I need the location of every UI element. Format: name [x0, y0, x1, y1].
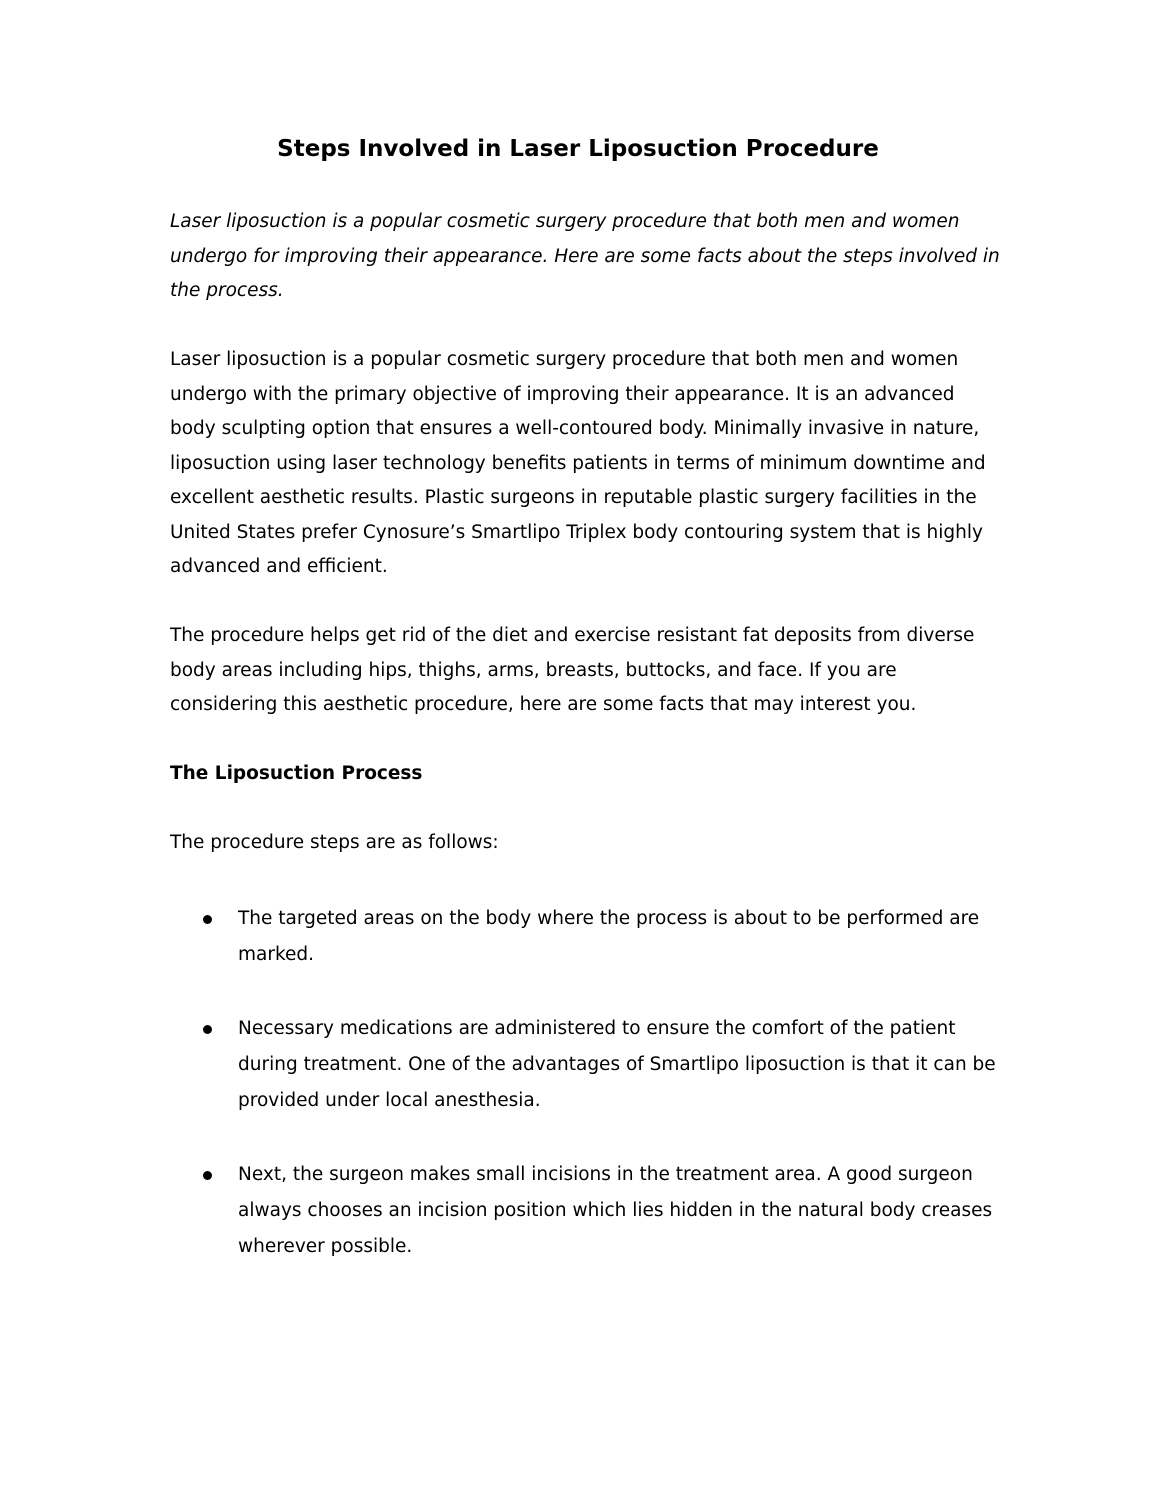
step-text: Next, the surgeon makes small incisions in the treatment area. A good surgeon always chooses an incision position which lies hidden in the natural body creases wherever possible. — [238, 1163, 993, 1257]
step-text: The targeted areas on the body where the process is about to be performed are marked. — [238, 907, 980, 965]
body-paragraph-1: Laser liposuction is a popular cosmetic surgery procedure that both men and women undergo with the primary objective of improving their appearance. It is an advanced body sculpting option that ensures a well-contoured body. Minimally invasive in nature, liposuction using laser technology benefits patients in terms of minimum downtime and excellent aesthetic results. Plastic surgeons in reputable plastic surgery facilities in the United States prefer Cynosure’s Smartlipo Triplex body contouring system that is highly advanced and efficient. — [170, 349, 986, 577]
bullet-icon — [203, 1171, 212, 1180]
step-text: Necessary medications are administered to ensure the comfort of the patient during treatment. One of the advantages of Smartlipo liposuction is that it can be provided under local anesthesia. — [238, 1017, 996, 1111]
body-paragraph-2: The procedure helps get rid of the diet and exercise resistant fat deposits from diverse body areas including hips, thighs, arms, breasts, buttocks, and face. If you are considering this aesthetic procedure, here are some facts that may interest you. — [170, 625, 975, 715]
list-item — [170, 1157, 1000, 1265]
section-heading: The Liposuction Process — [170, 763, 423, 784]
document-body — [170, 205, 1000, 1303]
bullet-icon — [203, 915, 212, 924]
list-item — [170, 901, 1000, 973]
intro-paragraph: Laser liposuction is a popular cosmetic surgery procedure that both men and women undergo for improving their appearance. Here are some facts about the steps involved in the process. — [170, 211, 1000, 301]
list-item — [170, 1011, 1000, 1119]
bullet-icon — [203, 1025, 212, 1034]
steps-list — [170, 901, 1000, 1265]
document-title: Steps Involved in Laser Liposuction Procedure — [277, 136, 879, 162]
steps-intro: The procedure steps are as follows: — [170, 832, 499, 853]
